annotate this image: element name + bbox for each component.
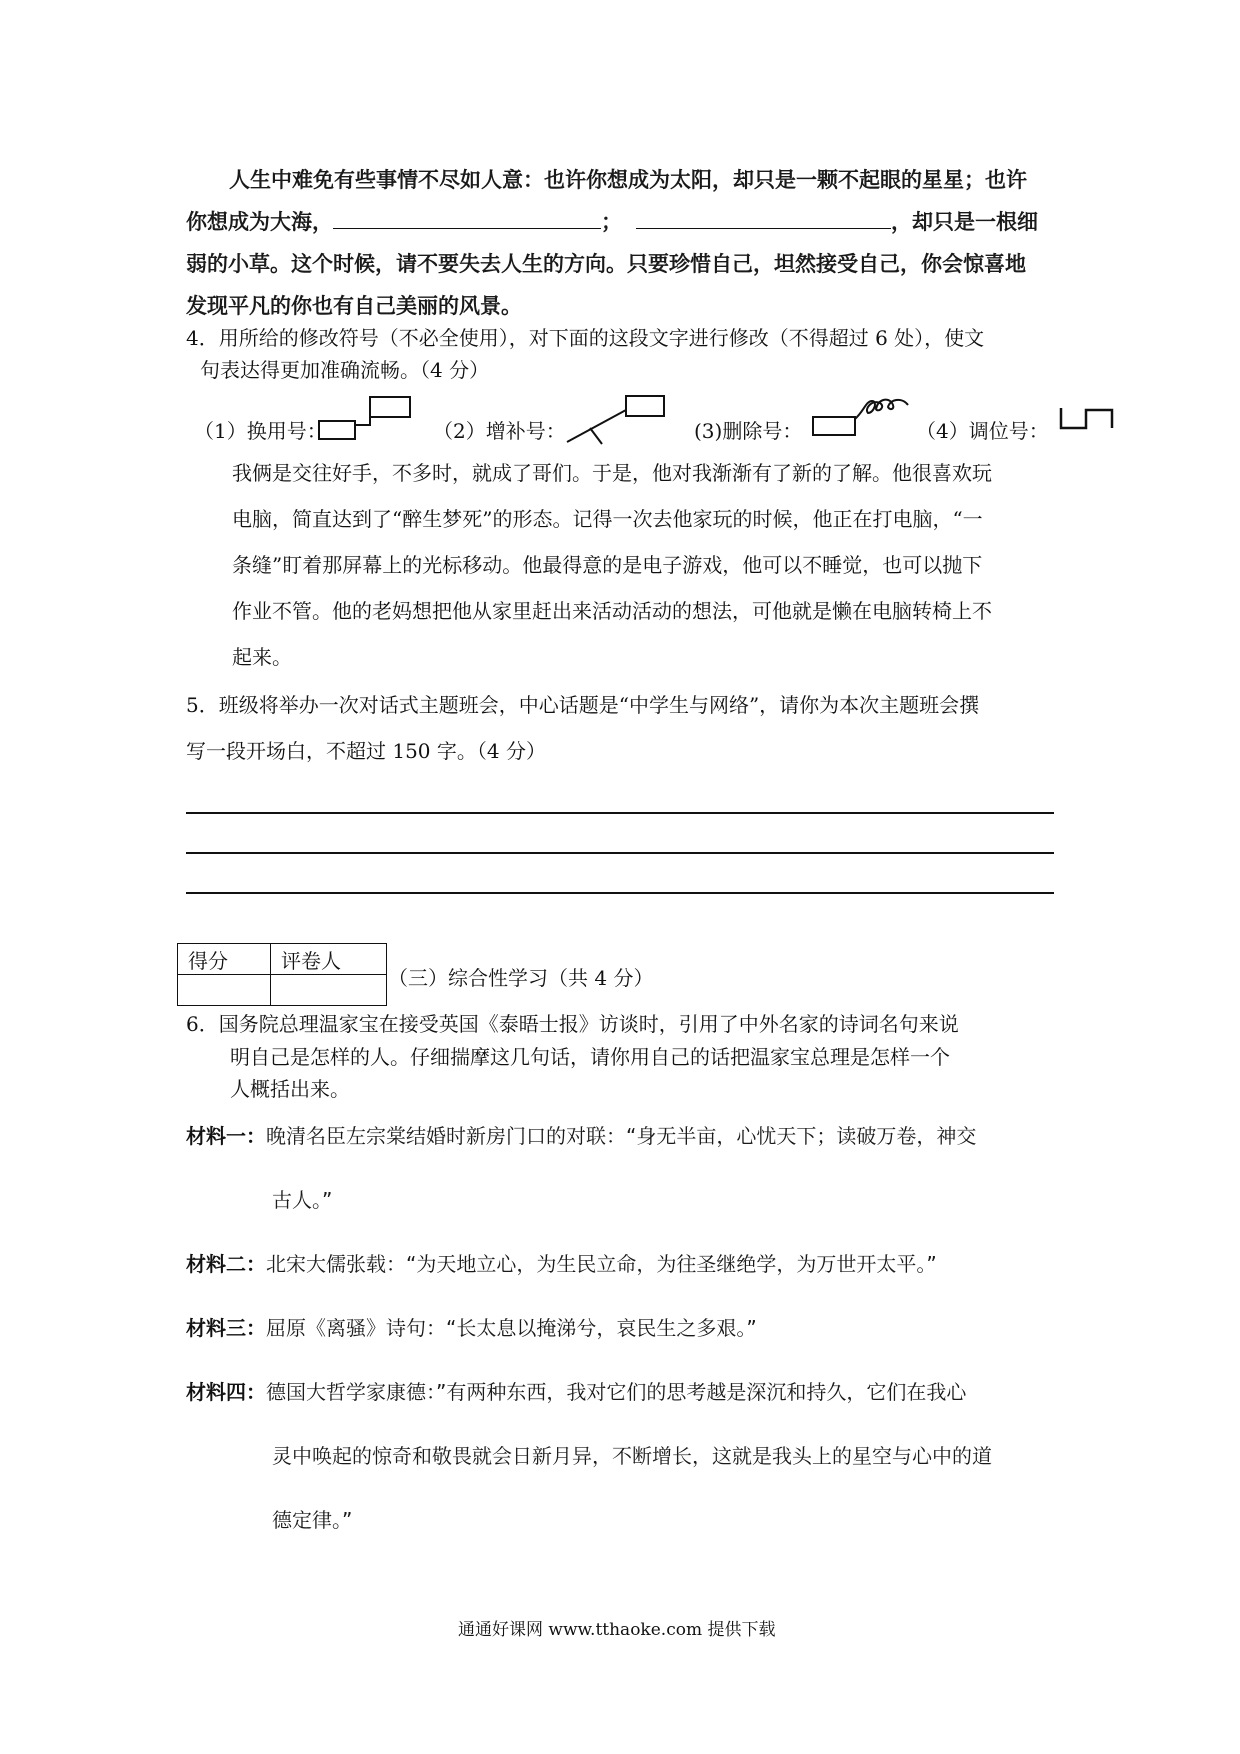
edit-text-line-3: 条缝”盯着那屏幕上的光标移动。他最得意的是电子游戏，他可以不睡觉，也可以抛下 bbox=[232, 553, 983, 577]
score-box bbox=[177, 943, 387, 1006]
fill-blank-1[interactable] bbox=[333, 210, 601, 229]
passage-line-3: 弱的小草。这个时候，请不要失去人生的方向。只要珍惜自己，坦然接受自己，你会惊喜地 bbox=[186, 252, 1026, 276]
material-label: 材料二： bbox=[186, 1252, 266, 1276]
material-text: 晚清名臣左宗棠结婚时新房门口的对联：“身无半亩，心忧天下；读破万卷，神交 bbox=[266, 1124, 977, 1148]
grader-cell[interactable] bbox=[271, 975, 387, 1006]
passage-line-1: 人生中难免有些事情不尽如人意：也许你想成为太阳，却只是一颗不起眼的星星；也许 bbox=[229, 168, 1027, 192]
q6-prompt-line-3: 人概括出来。 bbox=[230, 1077, 350, 1101]
grader-header: 评卷人 bbox=[271, 944, 387, 975]
answer-line-2[interactable] bbox=[186, 852, 1054, 854]
insert-mark-icon bbox=[562, 394, 672, 446]
material-3 bbox=[186, 1312, 757, 1341]
material-label: 材料四： bbox=[186, 1380, 266, 1404]
transpose-mark-icon bbox=[1056, 404, 1122, 434]
symbol-label-replace: （1）换用号： bbox=[194, 419, 327, 443]
edit-text-line-5: 起来。 bbox=[232, 645, 292, 669]
edit-text-line-2: 电脑，简直达到了“醉生梦死”的形态。记得一次去他家玩的时候，他正在打电脑，“一 bbox=[232, 507, 983, 531]
symbol-label-insert: （2）增补号： bbox=[433, 419, 566, 443]
material-label: 材料一： bbox=[186, 1124, 266, 1148]
q4-prompt-line-2: 句表达得更加准确流畅。（4 分） bbox=[200, 358, 490, 382]
edit-text-line-4: 作业不管。他的老妈想把他从家里赶出来活动活动的想法，可他就是懒在电脑转椅上不 bbox=[232, 599, 992, 623]
q6-prompt-line-1: 6．国务院总理温家宝在接受英国《泰晤士报》访谈时，引用了中外名家的诗词名句来说 bbox=[186, 1012, 959, 1036]
q5-prompt-line-2: 写一段开场白，不超过 150 字。（4 分） bbox=[186, 739, 546, 763]
score-cell[interactable] bbox=[178, 975, 271, 1006]
material-label: 材料三： bbox=[186, 1316, 266, 1340]
score-header: 得分 bbox=[178, 944, 271, 975]
material-4-continued-2: 德定律。” bbox=[272, 1508, 353, 1532]
material-2 bbox=[186, 1248, 937, 1277]
answer-line-3[interactable] bbox=[186, 892, 1054, 894]
material-4-continued-1: 灵中唤起的惊奇和敬畏就会日新月异，不断增长，这就是我头上的星空与心中的道 bbox=[272, 1444, 992, 1468]
passage-line-2-end: ，却只是一根细 bbox=[891, 210, 1038, 234]
passage-line-2 bbox=[186, 206, 1038, 236]
q5-prompt-line-1: 5．班级将举办一次对话式主题班会，中心话题是“中学生与网络”，请你为本次主题班会撰 bbox=[186, 693, 980, 717]
delete-mark-icon bbox=[812, 395, 914, 439]
material-1-continued: 古人。” bbox=[272, 1188, 333, 1212]
page-footer: 通通好课网 www.tthaoke.com 提供下载 bbox=[458, 1620, 776, 1640]
material-text: 屈原《离骚》诗句：“长太息以掩涕兮，哀民生之多艰。” bbox=[266, 1316, 757, 1340]
fill-blank-2[interactable] bbox=[636, 210, 891, 229]
passage-line-2-start: 你想成为大海， bbox=[186, 210, 333, 234]
symbol-label-transpose: （4）调位号： bbox=[916, 419, 1049, 443]
passage-line-4: 发现平凡的你也有自己美丽的风景。 bbox=[186, 294, 522, 318]
material-text: 德国大哲学家康德：”有两种东西，我对它们的思考越是深沉和持久，它们在我心 bbox=[266, 1380, 967, 1404]
material-text: 北宋大儒张载：“为天地立心，为生民立命，为往圣继绝学，为万世开太平。” bbox=[266, 1252, 937, 1276]
section-title: （三）综合性学习（共 4 分） bbox=[388, 966, 654, 990]
edit-text-line-1: 我俩是交往好手，不多时，就成了哥们。于是，他对我渐渐有了新的了解。他很喜欢玩 bbox=[232, 461, 992, 485]
material-4 bbox=[186, 1376, 966, 1405]
q4-prompt-line-1: 4．用所给的修改符号（不必全使用），对下面的这段文字进行修改（不得超过 6 处），使文 bbox=[186, 326, 985, 350]
replace-mark-icon bbox=[318, 395, 416, 441]
passage-line-2-sep: ； bbox=[601, 210, 622, 234]
q6-prompt-line-2: 明自己是怎样的人。仔细揣摩这几句话，请你用自己的话把温家宝总理是怎样一个 bbox=[230, 1045, 950, 1069]
material-1 bbox=[186, 1120, 976, 1149]
answer-line-1[interactable] bbox=[186, 812, 1054, 814]
symbol-label-delete: (3)删除号： bbox=[694, 419, 803, 443]
